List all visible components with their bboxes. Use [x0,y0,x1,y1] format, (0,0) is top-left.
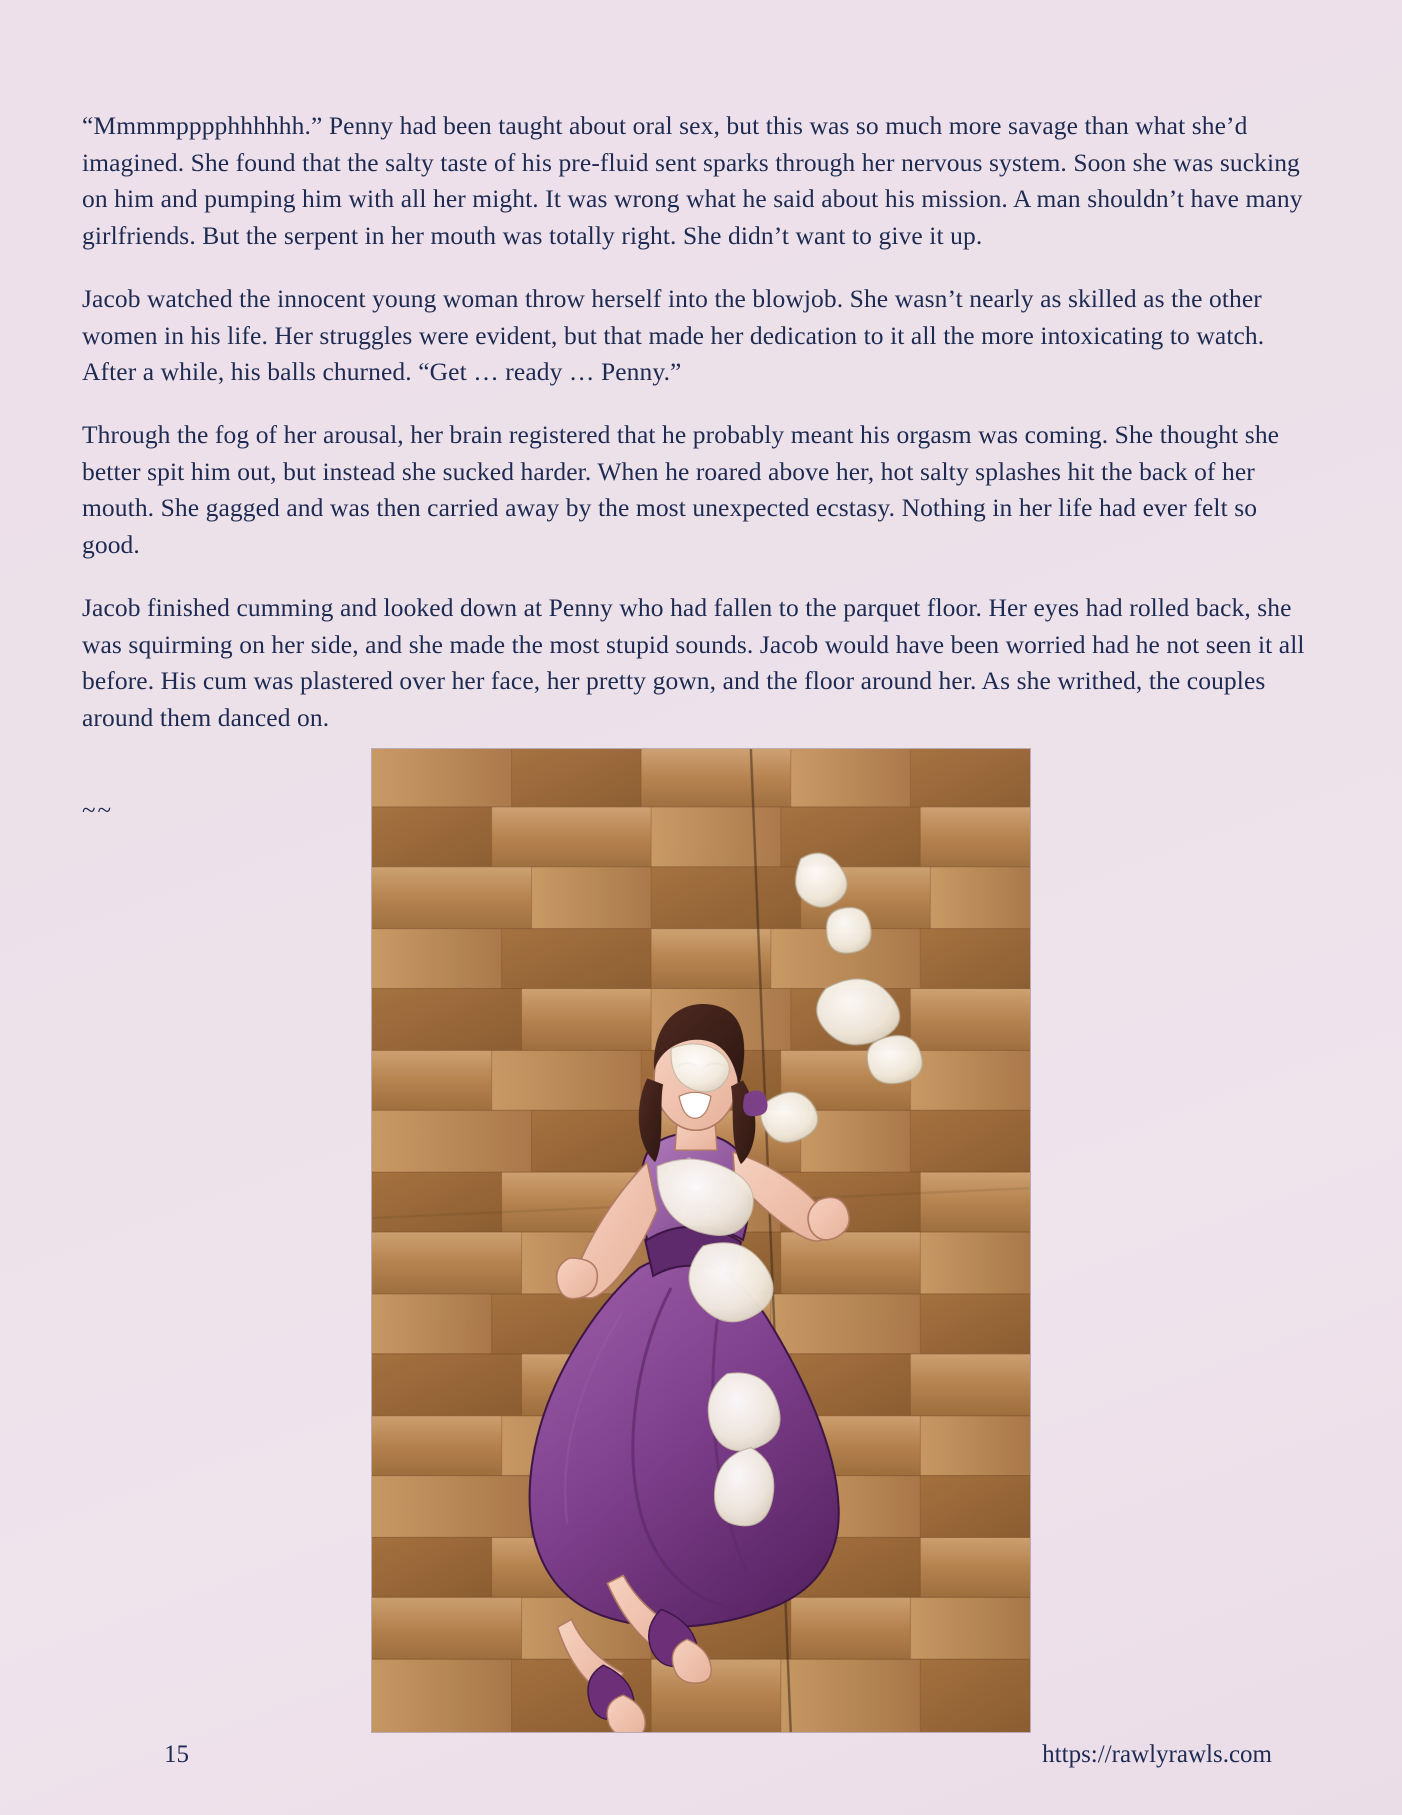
page-footer [0,1735,1402,1775]
page-number: 15 [164,1741,189,1768]
paragraph: Through the fog of her arousal, her brain registered that he probably meant his orgasm was coming. She thought she better spit him out, but instead she sucked harder. When he roared above her, hot salty splashes hit the back of her mouth. She gagged and was then carried away by the most unexpected ecstasy. Nothing in her life had ever felt so good. [82,420,1280,560]
paragraph: Jacob finished cumming and looked down at Penny who had fallen to the parquet floor. Her eyes had rolled back, she was squirming on her side, and she made the most stupid sounds. Jacob would have been worried had he not seen it all before. His cum was plastered over her face, her pretty gown, and the floor around her. As she writhed, the couples around them danced on. [82,592,1305,733]
scene-break: ~~ [82,796,114,824]
illustration-container [371,748,1031,1733]
site-link[interactable]: https://rawlyrawls.com [1042,1741,1272,1768]
paragraph: Jacob watched the innocent young woman throw herself into the blowjob. She wasn’t nearly as skilled as the other women in his life. Her struggles were evident, but that made her dedication to it all the more intoxicating to watch. After a while, his balls churned. “Get … ready … Penny.” [82,283,1265,387]
paragraph: “Mmmmpppphhhhhh.” Penny had been taught about oral sex, but this was so much more savage than what she’d imagined. She found that the salty taste of his pre-fluid sent sparks through her nervous system. Soon she was sucking on him and pumping him with all her might. It was wrong what he said about his mission. A man shouldn’t have many girlfriends. But the serpent in her mouth was totally right. She didn’t want to give it up. [82,111,1303,251]
story-body [82,0,1320,825]
story-illustration [371,748,1031,1733]
